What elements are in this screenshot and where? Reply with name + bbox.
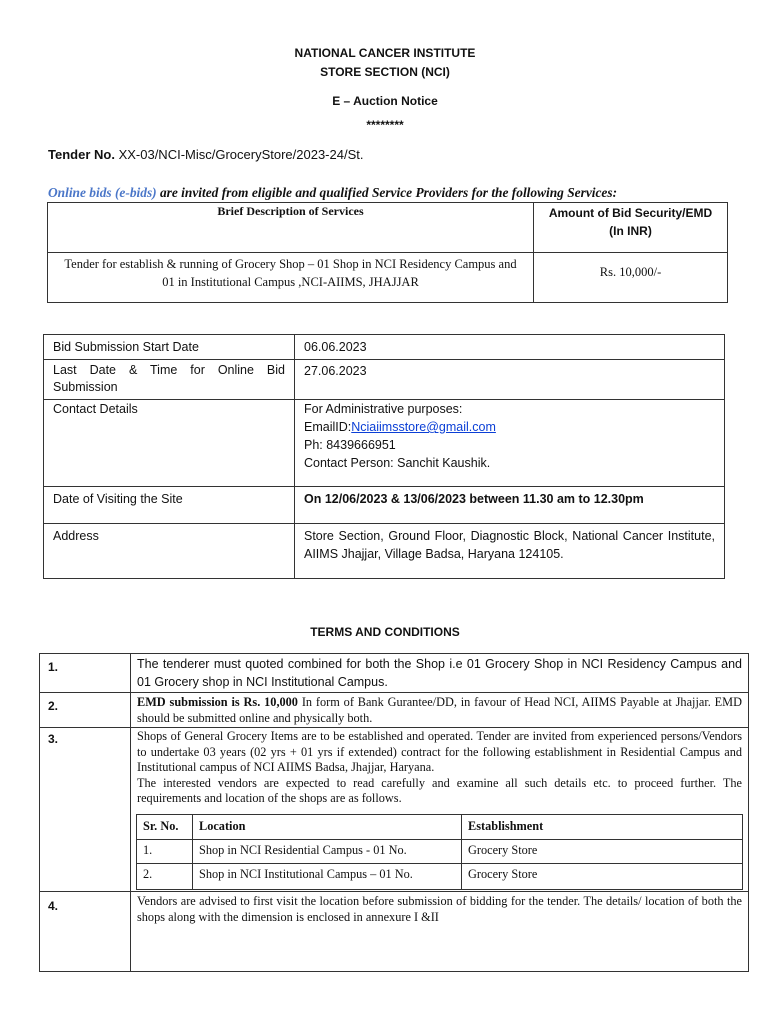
shops-table <box>136 814 743 890</box>
shops-cell: 1. <box>143 842 153 857</box>
contact-admin-line: For Administrative purposes: <box>304 402 463 416</box>
shops-cell: Grocery Store <box>468 866 538 881</box>
schedule-table <box>43 334 725 579</box>
shops-cell: Shop in NCI Institutional Campus – 01 No. <box>199 866 413 881</box>
term-text: Shops of General Grocery Items are to be established and operated. Tender are invited from experienced persons/Vendors to undertake 03 years (02 yrs + 01 yrs if extended) contract for the following establishment in Residential Campus and Institutional campus of NCI AIIMS Badsa, Jhajjar, Haryana. The interested vendors are expected to read carefully and examine all such details etc. to proceed further. The requirements and location of the shops are as follows. <box>137 729 742 805</box>
terms-title: TERMS AND CONDITIONS <box>310 625 460 639</box>
services-row-amount: Rs. 10,000/- <box>534 253 728 303</box>
term-number: 4. <box>48 899 59 913</box>
services-header-amount: Amount of Bid Security/EMD (In INR) <box>534 203 728 253</box>
shops-cell: Grocery Store <box>468 842 538 857</box>
tender-label: Tender No. <box>48 147 115 162</box>
shops-cell: Shop in NCI Residential Campus - 01 No. <box>199 842 407 857</box>
invite-text <box>48 185 617 201</box>
term-number: 3. <box>48 732 59 746</box>
term-number: 2. <box>48 699 59 713</box>
services-table <box>47 202 728 303</box>
stars-divider: ******** <box>366 118 404 132</box>
shops-header: Establishment <box>468 818 544 833</box>
address-label: Address <box>53 529 99 543</box>
last-date-label: Last Date & Time for Online Bid Submission <box>53 363 285 394</box>
term-number: 1. <box>48 660 59 674</box>
table-row <box>137 839 743 863</box>
notice-title: E – Auction Notice <box>332 94 438 108</box>
last-date-value: 27.06.2023 <box>304 364 367 378</box>
invite-lead: Online bids (e-bids) <box>48 185 157 200</box>
contact-person: Contact Person: Sanchit Kaushik. <box>304 456 491 470</box>
invite-rest: are invited from eligible and qualified Service Providers for the following Services: <box>156 185 618 200</box>
contact-email-line: EmailID:Nciaiimsstore@gmail.com <box>304 420 496 434</box>
services-row-desc: Tender for establish & running of Grocery Shop – 01 Shop in NCI Residency Campus and 01 in Institutional Campus ,NCI-AIIMS, JHAJJAR <box>48 253 534 303</box>
services-header-desc: Brief Description of Services <box>48 203 534 253</box>
term-text: The tenderer must quoted combined for both the Shop i.e 01 Grocery Shop in NCI Residency Campus and 01 Grocery shop in NCI Institutional Campus. <box>137 657 742 689</box>
contact-details <box>295 400 724 475</box>
address-value: Store Section, Ground Floor, Diagnostic Block, National Cancer Institute, AIIMS Jhajjar, Village Badsa, Haryana 124105. <box>304 529 715 561</box>
section-title: STORE SECTION (NCI) <box>320 65 450 79</box>
tender-number <box>48 147 363 162</box>
shops-cell: 2. <box>143 866 153 881</box>
contact-phone: Ph: 8439666951 <box>304 438 396 452</box>
tender-value: XX-03/NCI-Misc/GroceryStore/2023-24/St. <box>118 147 364 162</box>
terms-table <box>39 653 749 972</box>
term-text: Vendors are advised to first visit the location before submission of bidding for the tender. The details/ location of both the shops along with the dimension is enclosed in annexure I &II <box>137 894 742 924</box>
contact-label: Contact Details <box>53 402 138 416</box>
visit-value: On 12/06/2023 & 13/06/2023 between 11.30 am to 12.30pm <box>304 492 644 506</box>
visit-label: Date of Visiting the Site <box>53 492 183 506</box>
email-link[interactable]: Nciaiimsstore@gmail.com <box>351 420 496 434</box>
shops-header: Location <box>199 818 246 833</box>
shops-header: Sr. No. <box>143 818 179 833</box>
org-title: NATIONAL CANCER INSTITUTE <box>294 46 476 60</box>
start-date-value: 06.06.2023 <box>304 340 367 354</box>
start-date-label: Bid Submission Start Date <box>53 340 199 354</box>
term-text: EMD submission is Rs. 10,000 In form of Bank Gurantee/DD, in favour of Head NCI, AIIMS Payable at Jhajjar. EMD should be submitted online and physically both. <box>137 695 742 725</box>
table-row <box>137 863 743 889</box>
